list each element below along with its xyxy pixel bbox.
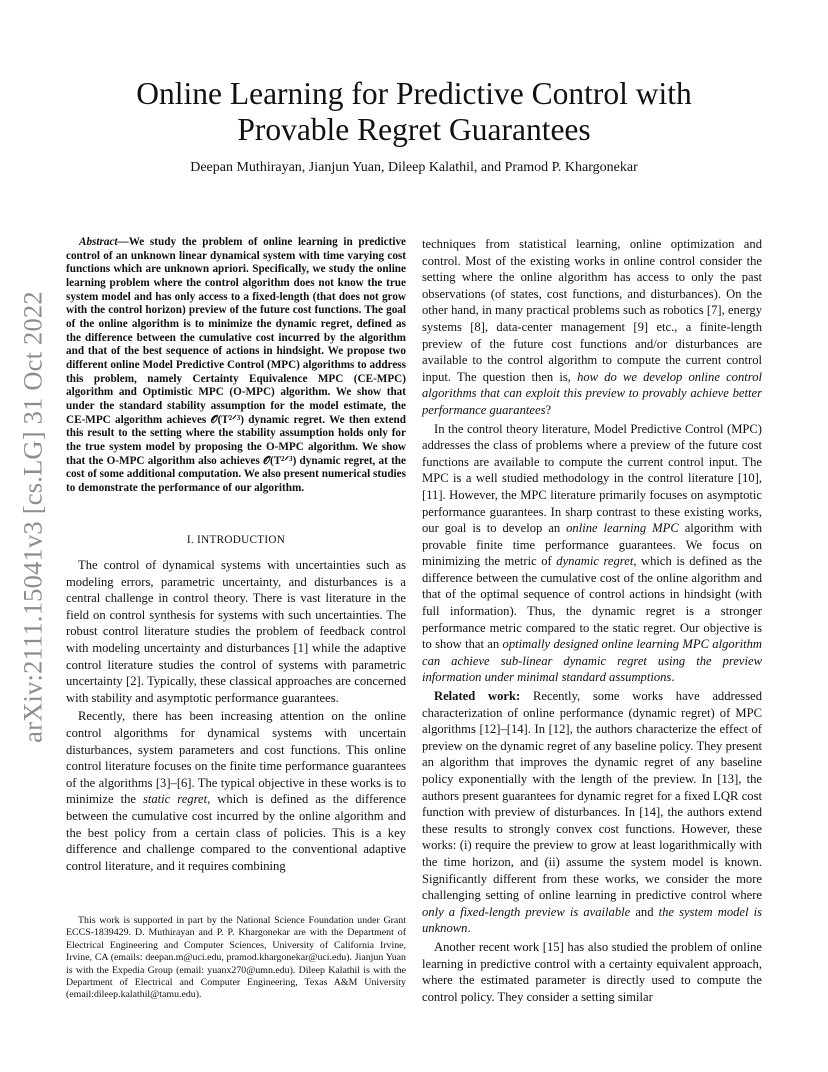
- right-p2-text-c: , which is defined as the difference between the cumulative cost of the online algorithm and that of the optimal sequence of control actions in hindsight (with full information). Thus, the dynamic regret is a stronger performance metric compared to the static regret. Our objective is to show that an: [422, 554, 762, 652]
- arxiv-stamp-text: arXiv:2111.15041v3 [cs.LG] 31 Oct 2022: [17, 291, 48, 743]
- related-work-label: Related work:: [434, 689, 521, 704]
- intro-p2-text-b: , which is defined as the difference between the cumulative cost incurred by the online algorithm and the best policy from a certain class of policies. This is a key difference and challenge compared to the conventional adaptive control literature, and it requires combining: [66, 792, 406, 873]
- title-line-1: Online Learning for Predictive Control with: [136, 76, 692, 111]
- related-work-text-c: .: [467, 921, 471, 936]
- right-p2-text-a: In the control theory literature, Model Predictive Control (MPC) addresses the class of problems where a preview of the future cost functions are available to compute the current control input. The MPC is a well studied methodology in the control literature [10], [11]. However, the MPC literature primarily focuses on asymptotic performance guarantees. In sharp contrast to these existing works, our goal is to develop an: [422, 421, 762, 536]
- right-p1-text-a: techniques from statistical learning, online optimization and control. Most of the existing works in online control consider the setting where the online algorithm has access to only the past observations (of states, cost functions, and disturbances). On the other hand, in many practical problems such as robotics [7], energy systems [8], data-center management [9] etc., a finite-length preview of the future cost functions and/or disturbances are available to the control algorithm to compute the current control input. The question then is,: [422, 237, 762, 384]
- right-column: [422, 236, 762, 1005]
- abstract-label: Abstract: [79, 236, 118, 248]
- intro-paragraph-2: [66, 708, 406, 874]
- intro-paragraph-1: The control of dynamical systems with uncertainties such as modeling errors, parametric uncertainty, and disturbances is a central challenge in control theory. There is vast literature in the field on control synthesis for systems with such uncertainties. The robust control literature studies the problem of feedback control with modeling uncertainty and disturbances [1] while the adaptive control literature studies the control of systems with parametric uncertainty [2]. Typically, these classical approaches are concerned with stability and asymptotic performance guarantees.: [66, 558, 406, 705]
- right-paragraph-4: Another recent work [15] has also studied the problem of online learning in predictive control with a certainty equivalent approach, where the estimated parameter is directly used to compute the control policy. They consider a setting similar: [422, 939, 762, 1004]
- right-p2-emphasis-2: dynamic regret: [556, 554, 634, 569]
- right-paragraph-2: [422, 421, 762, 687]
- related-work-paragraph: [422, 688, 762, 937]
- right-p2-text-b: algorithm with provable finite time performance guarantees. We focus on minimizing the metric of: [422, 521, 763, 569]
- right-p1-text-b: ?: [545, 402, 552, 417]
- related-work-emphasis-1: only a fixed-length preview is available: [422, 904, 631, 919]
- footnote: This work is supported in part by the National Science Foundation under Grant ECCS-1839429. D. Muthirayan and P. P. Khargonekar are with the Department of Electrical Engineering and Computer Sciences, University of California Irvine, Irvine, CA (emails: deepan.m@uci.edu, pramod.khargonekar@uci.edu). Jianjun Yuan is with the Expedia Group (email: yuanx270@umn.edu). Dileep Kalathil is with the Department of Electrical and Computer Engineering, Texas A&M University (email:dileep.kalathil@tamu.edu).: [66, 915, 406, 1001]
- title-line-2: Provable Regret Guarantees: [237, 112, 591, 147]
- right-paragraph-1: [422, 236, 762, 419]
- abstract: [66, 236, 406, 495]
- right-p2-text-d: .: [671, 670, 675, 685]
- author-list: Deepan Muthirayan, Jianjun Yuan, Dileep Kalathil, and Pramod P. Khargonekar: [190, 160, 638, 175]
- right-p1-emphasis: how do we develop online control algorithms that can exploit this preview to provably achieve better performance guarantees: [422, 369, 762, 417]
- paper-title: [60, 76, 768, 148]
- related-work-text-b: and: [630, 904, 659, 919]
- arxiv-stamp: [18, 262, 48, 772]
- abstract-text: —We study the problem of online learning in predictive control of an unknown linear dynamical system with time varying cost functions which are unknown apriori. Specifically, we study the online learning problem where the control algorithm does not know the true system model and has only access to a fixed-length (that does not grow with the control horizon) preview of the future cost functions. The goal of the online algorithm is to minimize the dynamic regret, defined as the difference between the cumulative cost incurred by the algorithm and that of the best sequence of actions in hindsight. We propose two different online Model Predictive Control (MPC) algorithms to address this problem, namely Certainty Equivalence MPC (CE-MPC) algorithm and Optimistic MPC (O-MPC) algorithm. We show that under the standard stability assumption for the model estimate, the CE-MPC algorithm achieves 𝒪(T²ᐟ³) dynamic regret. We then extend this result to the setting where the stability assumption holds only for the true system model by proposing the O-MPC algorithm. We show that the O-MPC algorithm also achieves 𝒪(T²ᐟ³) dynamic regret, at the cost of some additional computation. We also present numerical studies to demonstrate the performance of our algorithm.: [66, 236, 406, 494]
- section-heading-introduction: I. INTRODUCTION: [186, 534, 286, 547]
- intro-p2-text-a: Recently, there has been increasing attention on the online control algorithms for dynamical systems with uncertain disturbances, system parameters and cost functions. This online control literature focuses on the finite time performance guarantees of the algorithms [3]–[6]. The typical objective in these works is to minimize the: [66, 709, 406, 807]
- right-p2-emphasis-1: online learning MPC: [566, 521, 679, 536]
- related-work-emphasis-2: the system model is unknown: [422, 904, 762, 936]
- related-work-text-a: Recently, some works have addressed characterization of online performance (dynamic regret) of MPC algorithms [12]–[14]. In [12], the authors characterize the effect of preview on the dynamic regret of any baseline policy. They present an algorithm that improves the dynamic regret of any baseline policy exponentially with the length of the preview. In [13], the authors present guarantees for dynamic regret for a fixed LQR cost function with preview of disturbances. In [14], the authors extend these results to strongly convex cost functions. However, these works: (i) require the preview to grow at least logarithmically with the time horizon, and (ii) assume the system model is known. Significantly different from these works, we consider the more challenging setting of online learning in predictive control where: [422, 689, 762, 903]
- left-column: [66, 236, 406, 874]
- intro-p2-emphasis: static regret: [142, 792, 208, 807]
- right-p2-emphasis-3: optimally designed online learning MPC algorithm can achieve sub-linear dynamic regret using the preview information under minimal standard assumptions: [422, 637, 762, 685]
